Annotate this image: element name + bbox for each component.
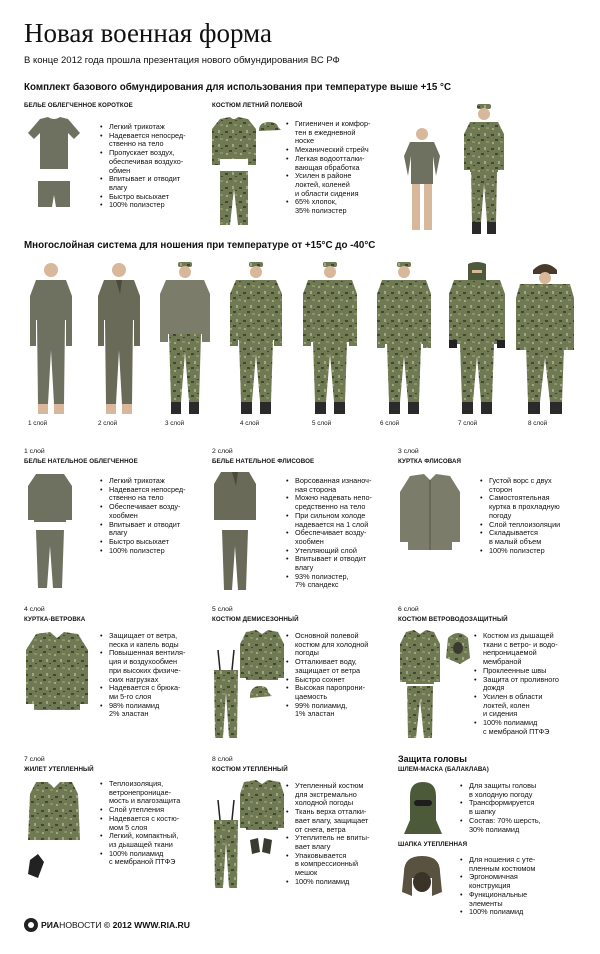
feature-line: и области сидения bbox=[295, 188, 359, 198]
warm-hat-features bbox=[460, 856, 535, 917]
head-heading: Защита головы bbox=[398, 754, 467, 764]
layer-caption-4: 4 слой bbox=[240, 420, 260, 427]
layer2-features bbox=[286, 477, 372, 590]
feature-line: • Усилен в районе bbox=[295, 171, 352, 181]
page-subtitle: В конце 2012 года прошла презентация нового обмундирования ВС РФ bbox=[24, 55, 340, 66]
layer-caption-5: 5 слой bbox=[312, 420, 332, 427]
feature-line: • 100% полиамид bbox=[295, 876, 350, 886]
feature-line: • При сильном холоде bbox=[295, 510, 366, 520]
layer2-label: БЕЛЬЕ НАТЕЛЬНОЕ ФЛИСОВОЕ bbox=[212, 458, 315, 465]
feature-item bbox=[100, 521, 186, 538]
model-layer-3 bbox=[158, 262, 212, 418]
model-layer-1 bbox=[26, 260, 76, 418]
balaclava-figure bbox=[402, 780, 444, 836]
feature-line: • 100% полиамид bbox=[483, 718, 538, 728]
layer5-item-figure bbox=[212, 628, 284, 742]
item-underwear-short-label: БЕЛЬЕ ОБЛЕГЧЕННОЕ КОРОТКОЕ bbox=[24, 102, 133, 109]
footer bbox=[24, 918, 190, 932]
layer-caption-2: 2 слой bbox=[98, 420, 118, 427]
feature-line: обеспечивая воздухо- bbox=[109, 156, 184, 166]
layer5-features bbox=[286, 632, 368, 719]
feature-line: • Самостоятельная bbox=[489, 493, 550, 503]
feature-line: • Слой теплоизоляции bbox=[489, 519, 561, 529]
feature-line: носке bbox=[295, 136, 315, 146]
feature-line: • 100% полиамид bbox=[469, 907, 524, 917]
feature-item bbox=[286, 852, 369, 878]
item-summer-suit-features bbox=[286, 120, 370, 216]
field-cap-icon bbox=[256, 121, 282, 133]
feature-item bbox=[100, 201, 186, 210]
balaclava-label: ШЛЕМ-МАСКА (БАЛАКЛАВА) bbox=[398, 766, 489, 773]
feature-line: • Слой утепления bbox=[109, 805, 165, 815]
feature-item bbox=[100, 850, 180, 867]
feature-line: мость и влагозащита bbox=[109, 796, 181, 806]
feature-line: дождя bbox=[483, 683, 505, 693]
layer6-label: КОСТЮМ ВЕТРОВОДОЗАЩИТНЫЙ bbox=[398, 616, 508, 623]
layer6-number: 6 слой bbox=[398, 606, 419, 613]
feature-item bbox=[100, 632, 185, 649]
feature-item bbox=[460, 856, 535, 873]
feature-item bbox=[100, 175, 186, 192]
feature-line: • Впитывает и отводит bbox=[295, 554, 367, 564]
feature-line: тен в ежедневной bbox=[295, 127, 356, 137]
feature-line: • Усилен в области bbox=[483, 691, 543, 701]
feature-item bbox=[480, 547, 560, 556]
feature-line: • Для ношения с уте- bbox=[469, 855, 536, 864]
layer-caption-7: 7 слой bbox=[458, 420, 478, 427]
feature-line: холодной погоды bbox=[295, 798, 354, 808]
layer3-features bbox=[480, 477, 560, 555]
feature-line: • Ткань верха отталки- bbox=[295, 807, 367, 817]
feature-line: костюм для холодной bbox=[295, 639, 369, 649]
feature-item bbox=[460, 891, 535, 908]
feature-line: 7% спандекс bbox=[295, 580, 339, 590]
feature-item bbox=[286, 834, 369, 851]
feature-line: • Утепляющий слой bbox=[295, 545, 357, 555]
layer8-item-figure bbox=[212, 778, 284, 892]
summer-suit-figure bbox=[210, 115, 258, 227]
feature-item bbox=[474, 719, 559, 736]
model-layer-6 bbox=[376, 262, 432, 418]
feature-line: • Утеплитель не впиты- bbox=[295, 833, 370, 843]
feature-item bbox=[286, 529, 372, 546]
feature-line: надевается на 1 слой bbox=[295, 519, 369, 529]
feature-item bbox=[286, 477, 372, 494]
feature-line: средственно на тело bbox=[295, 502, 366, 512]
layer-caption-1: 1 слой bbox=[28, 420, 48, 427]
feature-item bbox=[100, 649, 185, 684]
model-layer-2 bbox=[94, 260, 144, 418]
layer7-item-figure bbox=[26, 780, 82, 884]
feature-line: песка и капель воды bbox=[109, 639, 179, 649]
feature-line: обмен bbox=[109, 165, 131, 175]
feature-line: • Защищает от ветра, bbox=[109, 631, 178, 640]
feature-item bbox=[474, 632, 559, 667]
feature-item bbox=[286, 658, 368, 675]
layer5-number: 5 слой bbox=[212, 606, 233, 613]
feature-item bbox=[460, 799, 541, 816]
feature-line: • Отталкивает воду, bbox=[295, 657, 357, 667]
feature-line: • Костюм из дышащей bbox=[483, 631, 554, 640]
layer7-features bbox=[100, 780, 180, 867]
feature-line: в холодную погоду bbox=[469, 789, 533, 799]
feature-line: хообмен bbox=[109, 510, 138, 520]
feature-item bbox=[480, 529, 560, 546]
item-underwear-short-features bbox=[100, 123, 186, 210]
feature-item bbox=[100, 684, 185, 701]
page-title: Новая военная форма bbox=[24, 18, 272, 48]
feature-item bbox=[100, 486, 186, 503]
feature-line: • Легкий трикотаж bbox=[109, 476, 165, 485]
footer-brand-a: РИА bbox=[41, 920, 60, 930]
feature-line: 2% эластан bbox=[109, 709, 149, 719]
feature-item bbox=[100, 547, 186, 556]
feature-line: • Механический стрейч bbox=[295, 145, 369, 155]
feature-item bbox=[286, 512, 372, 529]
feature-item bbox=[286, 702, 368, 719]
feature-item bbox=[100, 832, 180, 849]
feature-line: • Складывается bbox=[489, 528, 538, 538]
feature-item bbox=[286, 573, 372, 590]
feature-line: • Легкая водоотталки- bbox=[295, 153, 365, 163]
footer-brand-b: НОВОСТИ bbox=[59, 920, 102, 930]
feature-line: • 99% полиамид, bbox=[295, 700, 348, 710]
feature-line: • Проклеенные швы bbox=[483, 665, 547, 675]
feature-line: для экстремально bbox=[295, 789, 357, 799]
feature-line: ция и воздухообмен bbox=[109, 657, 178, 667]
layer4-features bbox=[100, 632, 185, 719]
layer3-label: КУРТКА ФЛИСОВАЯ bbox=[398, 458, 462, 465]
feature-line: из дышащей ткани bbox=[109, 839, 173, 849]
layer1-number: 1 слой bbox=[24, 448, 45, 455]
feature-item bbox=[286, 878, 369, 887]
ria-logo-icon bbox=[24, 918, 38, 932]
model-layer-5 bbox=[302, 262, 358, 418]
feature-line: цаемость bbox=[295, 691, 328, 701]
feature-item bbox=[286, 120, 370, 146]
feature-line: • Защита от проливного bbox=[483, 674, 559, 684]
feature-line: • Обеспечивает возду- bbox=[109, 502, 181, 512]
feature-item bbox=[480, 477, 560, 494]
feature-line: 30% полиамид bbox=[469, 824, 520, 834]
feature-line: • Ворсованная изнаноч- bbox=[295, 476, 372, 485]
feature-line: локтей, коленей bbox=[295, 179, 350, 189]
feature-item bbox=[286, 782, 369, 808]
feature-line: • Быстро высыхает bbox=[109, 191, 169, 201]
feature-line: • Легкий трикотаж bbox=[109, 122, 165, 131]
underwear-short-figure bbox=[26, 115, 82, 211]
warm-hat-label: ШАПКА УТЕПЛЕННАЯ bbox=[398, 841, 468, 848]
feature-line: влагу bbox=[295, 563, 314, 573]
layer2-item-figure bbox=[212, 470, 258, 592]
feature-line: • Надевается с костю- bbox=[109, 813, 180, 823]
feature-line: ских нагрузках bbox=[109, 674, 159, 684]
feature-item bbox=[474, 693, 559, 719]
feature-item bbox=[100, 780, 180, 806]
feature-line: • 100% полиэстер bbox=[109, 545, 165, 555]
layer2-number: 2 слой bbox=[212, 448, 233, 455]
layer8-label: КОСТЮМ УТЕПЛЕННЫЙ bbox=[212, 766, 288, 773]
feature-line: в малый объем bbox=[489, 536, 542, 546]
model-layer-8 bbox=[516, 262, 574, 418]
feature-item bbox=[286, 632, 368, 658]
feature-line: ткани с ветро- и водо- bbox=[483, 639, 558, 649]
feature-item bbox=[460, 873, 535, 890]
feature-line: • Упаковывается bbox=[295, 850, 347, 860]
model-layer-4 bbox=[228, 262, 284, 418]
feature-line: защищает от ветра bbox=[295, 665, 361, 675]
feature-line: • Быстро высыхает bbox=[109, 536, 169, 546]
feature-line: ветронепроницае- bbox=[109, 787, 172, 797]
feature-line: • Основной полевой bbox=[295, 631, 359, 640]
feature-line: погоды bbox=[295, 648, 319, 658]
feature-line: с мембраной ПТФЭ bbox=[483, 726, 550, 736]
feature-line: • Можно надевать непо- bbox=[295, 493, 372, 503]
layer6-item-figure bbox=[398, 628, 472, 742]
feature-line: • Надевается с брюка- bbox=[109, 683, 181, 693]
feature-line: • Густой ворс с двух bbox=[489, 476, 552, 485]
layer5-label: КОСТЮМ ДЕМИСЕЗОННЫЙ bbox=[212, 616, 299, 623]
feature-line: ми 5-го слоя bbox=[109, 691, 152, 701]
layer8-number: 8 слой bbox=[212, 756, 233, 763]
feature-line: • 100% полиэстер bbox=[489, 545, 545, 555]
feature-line: в шапку bbox=[469, 807, 496, 817]
feature-line: вающая обработка bbox=[295, 162, 360, 172]
layer7-number: 7 слой bbox=[24, 756, 45, 763]
feature-item bbox=[286, 198, 370, 215]
feature-line: непроницаемой bbox=[483, 648, 537, 658]
feature-line: ственно на тело bbox=[109, 493, 164, 503]
feature-line: • 93% полиэстер, bbox=[295, 571, 349, 581]
feature-item bbox=[460, 817, 541, 834]
feature-line: локтей, колен bbox=[483, 700, 530, 710]
feature-line: влагу bbox=[109, 182, 128, 192]
feature-item bbox=[460, 782, 541, 799]
layer4-number: 4 слой bbox=[24, 606, 45, 613]
feature-line: влагу bbox=[109, 528, 128, 538]
feature-line: • 100% полиамид bbox=[109, 848, 164, 858]
layer1-label: БЕЛЬЕ НАТЕЛЬНОЕ ОБЛЕГЧЕННОЕ bbox=[24, 458, 138, 465]
feature-line: вает влагу bbox=[295, 841, 331, 851]
layer-caption-3: 3 слой bbox=[165, 420, 185, 427]
feature-line: • Функциональные bbox=[469, 889, 528, 899]
layer1-item-figure bbox=[26, 472, 74, 590]
feature-line: от снега, ветра bbox=[295, 824, 346, 834]
feature-line: • Утепленный костюм bbox=[295, 781, 364, 790]
feature-line: • Гигиеничен и комфор- bbox=[295, 119, 371, 128]
feature-line: • Эргономичная bbox=[469, 872, 518, 882]
item-summer-suit-label: КОСТЮМ ЛЕТНИЙ ПОЛЕВОЙ bbox=[212, 102, 303, 109]
feature-line: • Обеспечивает возду- bbox=[295, 528, 367, 538]
feature-line: • 100% полиэстер bbox=[109, 200, 165, 210]
feature-line: погоду bbox=[489, 510, 512, 520]
feature-line: • 98% полиамид bbox=[109, 700, 160, 710]
feature-line: • Высокая паропрони- bbox=[295, 683, 366, 693]
feature-item bbox=[286, 555, 372, 572]
feature-line: конструкция bbox=[469, 881, 511, 891]
feature-item bbox=[460, 908, 535, 917]
layer-caption-8: 8 слой bbox=[528, 420, 548, 427]
feature-line: • Надевается непосред- bbox=[109, 130, 186, 140]
feature-item bbox=[286, 808, 369, 834]
feature-line: с мембраной ПТФЭ bbox=[109, 857, 176, 867]
balaclava-features bbox=[460, 782, 541, 834]
layer1-features bbox=[100, 477, 186, 555]
feature-item bbox=[100, 815, 180, 832]
feature-line: • Повышенная вентиля- bbox=[109, 648, 186, 658]
feature-item bbox=[474, 676, 559, 693]
footer-copyright: © 2012 WWW.RIA.RU bbox=[103, 920, 190, 930]
feature-line: 1% эластан bbox=[295, 709, 335, 719]
feature-line: при высоких физиче- bbox=[109, 665, 181, 675]
feature-item bbox=[286, 172, 370, 198]
feature-line: сторон bbox=[489, 484, 513, 494]
feature-line: • Надевается непосред- bbox=[109, 484, 186, 494]
model-summer-suit bbox=[462, 104, 506, 236]
layer-caption-6: 6 слой bbox=[380, 420, 400, 427]
layer6-features bbox=[474, 632, 559, 736]
feature-item bbox=[286, 155, 370, 172]
feature-line: • Теплоизоляция, bbox=[109, 779, 164, 788]
feature-item bbox=[286, 494, 372, 511]
feature-line: • Трансформируется bbox=[469, 798, 535, 808]
feature-line: • Для защиты головы bbox=[469, 781, 537, 790]
feature-line: • Впитывает и отводит bbox=[109, 174, 181, 184]
warm-hat-figure bbox=[398, 852, 446, 900]
feature-line: куртка в прохладную bbox=[489, 502, 560, 512]
layer8-features bbox=[286, 782, 369, 886]
feature-line: • Пропускает воздух, bbox=[109, 148, 175, 158]
feature-line: в компрессионный bbox=[295, 859, 359, 869]
feature-line: и сидения bbox=[483, 709, 518, 719]
section1-heading: Комплект базового обмундирования для использования при температуре выше +15 °С bbox=[24, 82, 452, 93]
feature-item bbox=[480, 494, 560, 520]
feature-line: вает влагу, защищает bbox=[295, 815, 369, 825]
feature-line: пленным костюмом bbox=[469, 863, 536, 873]
section2-heading: Многослойная система для ношения при температуре от +15°С до -40°С bbox=[24, 240, 376, 251]
feature-line: хообмен bbox=[295, 536, 324, 546]
layer3-item-figure bbox=[398, 472, 462, 554]
layer4-label: КУРТКА-ВЕТРОВКА bbox=[24, 616, 86, 623]
feature-item bbox=[100, 132, 186, 149]
feature-line: ная сторона bbox=[295, 484, 337, 494]
feature-line: ственно на тело bbox=[109, 139, 164, 149]
feature-item bbox=[286, 684, 368, 701]
feature-line: мом 5 слоя bbox=[109, 822, 148, 832]
feature-line: • Быстро сохнет bbox=[295, 674, 345, 684]
feature-line: • Впитывает и отводит bbox=[109, 519, 181, 529]
model-layer-7 bbox=[448, 262, 506, 418]
feature-line: 35% полиэстер bbox=[295, 206, 347, 216]
feature-line: • 65% хлопок, bbox=[295, 197, 337, 207]
feature-line: элементы bbox=[469, 898, 503, 908]
layer4-item-figure bbox=[24, 630, 90, 712]
feature-line: мембраной bbox=[483, 657, 522, 667]
feature-line: • Состав: 70% шерсть, bbox=[469, 815, 541, 825]
feature-line: • Легкий, компактный, bbox=[109, 831, 179, 841]
feature-item bbox=[100, 149, 186, 175]
layer7-label: ЖИЛЕТ УТЕПЛЕННЫЙ bbox=[24, 766, 94, 773]
feature-item bbox=[100, 503, 186, 520]
feature-line: мешок bbox=[295, 868, 318, 878]
layer3-number: 3 слой bbox=[398, 448, 419, 455]
model-basic-underwear bbox=[400, 126, 444, 236]
feature-item bbox=[100, 702, 185, 719]
